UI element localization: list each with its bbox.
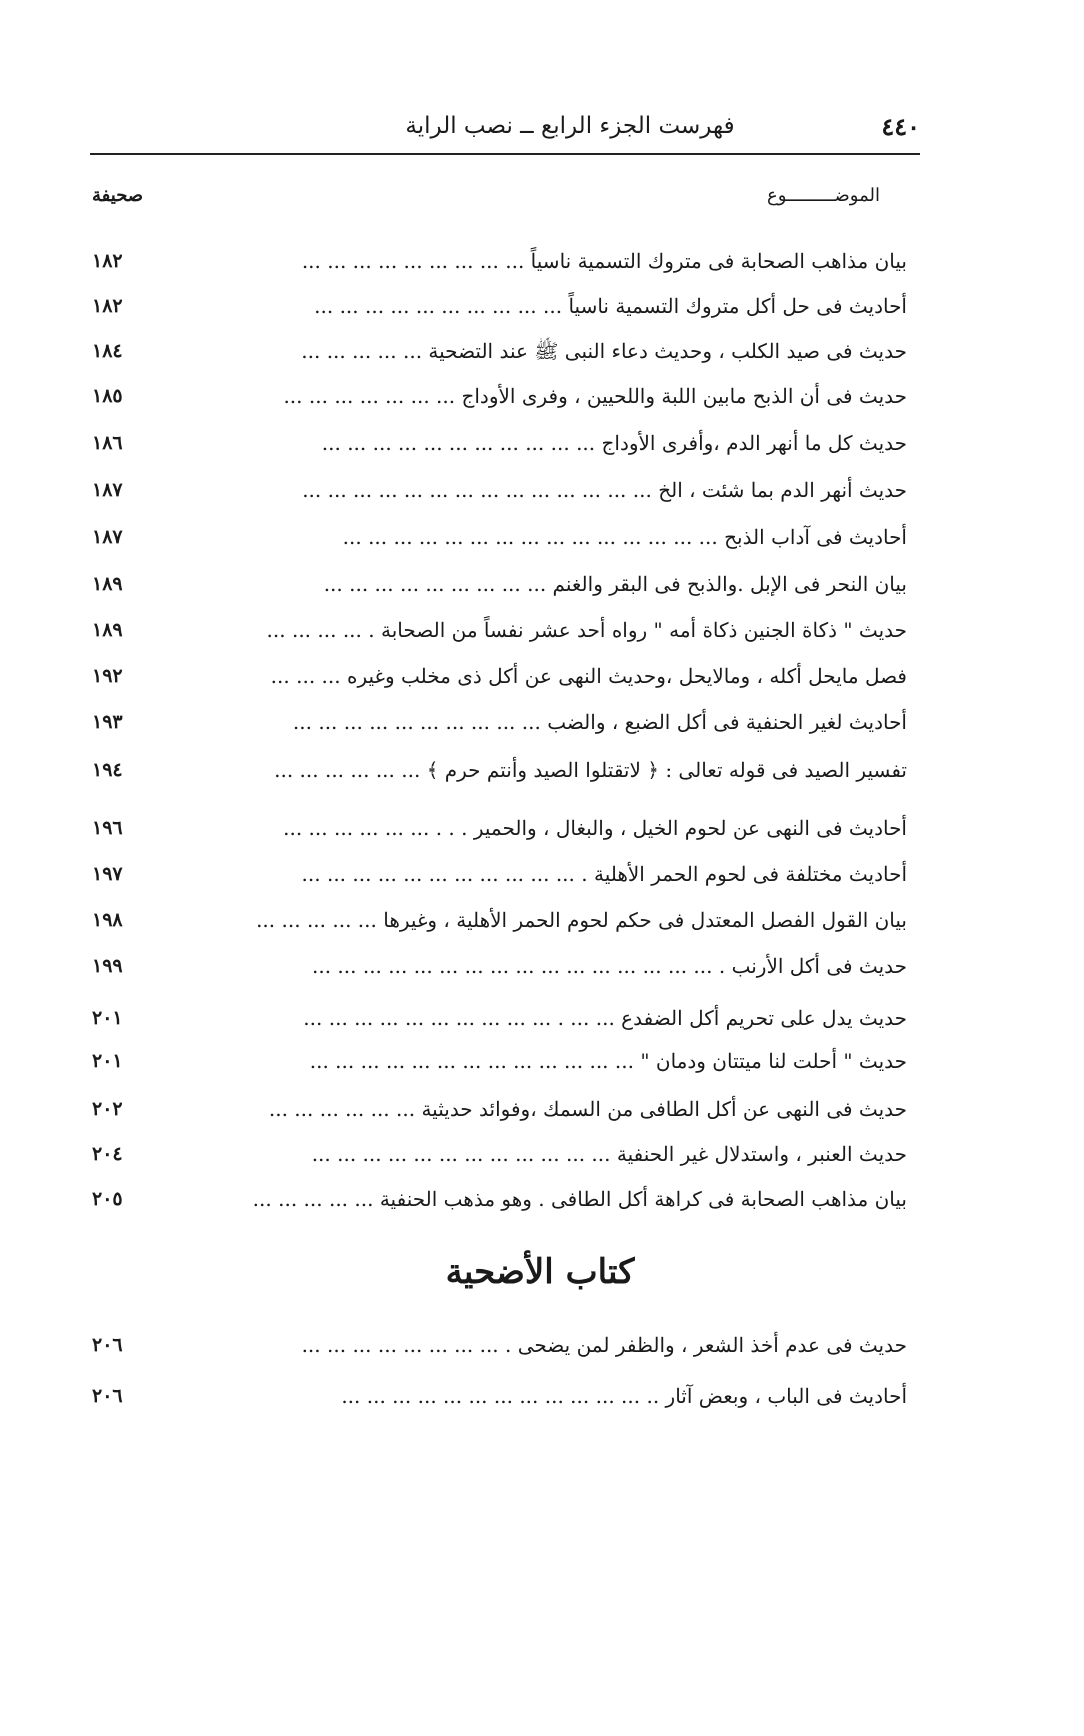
index-entry: [92, 472, 907, 508]
entry-text: بيان مذاهب الصحابة فى كراهة أكل الطافى . وهو مذهب الحنفية ... ... ... ... ...: [252, 1187, 907, 1211]
entry-page: ١٩٦: [92, 817, 123, 839]
index-entry: [92, 566, 907, 602]
section-title: كتاب الأضحية: [445, 1252, 635, 1292]
entry-text: حديث " ذكاة الجنين ذكاة أمه " رواه أحد عشر نفساً من الصحابة . ... ... ... ...: [266, 618, 907, 642]
entry-page: ٢٠٢: [92, 1098, 123, 1120]
entry-page: ١٨٦: [92, 432, 123, 454]
entry-text: أحاديث فى النهى عن لحوم الخيل ، والبغال ، والحمير . . . ... ... ... ... ... ...: [283, 816, 907, 840]
entry-text: حديث " أحلت لنا ميتتان ودمان " ... ... ... ... ... ... ... ... ... ... ... ... ...: [309, 1049, 907, 1073]
entry-page: ١٨٩: [92, 619, 123, 641]
entry-page: ١٩٧: [92, 863, 123, 885]
entry-text: حديث يدل على تحريم أكل الضفدع ... ... . ... ... ... ... ... ... ... ... ... ...: [303, 1006, 907, 1030]
index-entry: [92, 1136, 907, 1172]
index-entry: [92, 243, 907, 279]
entry-page: ٢٠١: [92, 1050, 123, 1072]
entry-page: ١٨٢: [92, 295, 123, 317]
entry-text: أحاديث فى حل أكل متروك التسمية ناسياً ... ... ... ... ... ... ... ... ... ...: [314, 294, 907, 318]
index-entry: [92, 288, 907, 324]
entry-text: أحاديث لغير الحنفية فى أكل الضبع ، والضب ... ... ... ... ... ... ... ... ... ...: [292, 710, 907, 734]
index-entry: [92, 333, 907, 369]
page-number: ٤٤٠: [881, 111, 920, 141]
entry-page: ٢٠٦: [92, 1334, 123, 1356]
entry-page: ١٨٩: [92, 573, 123, 595]
index-entry: [92, 658, 907, 694]
entry-text: تفسير الصيد فى قوله تعالى : ﴿ لاتقتلوا الصيد وأنتم حرم ﴾ ... ... ... ... ... ...: [274, 758, 907, 782]
entry-text: أحاديث فى آداب الذبح ... ... ... ... ... ... ... ... ... ... ... ... ... ... ...: [342, 525, 907, 549]
entry-text: حديث فى أكل الأرنب . ... ... ... ... ... ... ... ... ... ... ... ... ... ... ... ...: [311, 954, 907, 978]
page-column-heading: صحيفة: [92, 185, 144, 206]
entry-page: ١٩٨: [92, 909, 123, 931]
entry-text: حديث العنبر ، واستدلال غير الحنفية ... ... ... ... ... ... ... ... ... ... ... ...: [311, 1142, 907, 1166]
index-entry: [92, 902, 907, 938]
page-header: [90, 104, 920, 148]
index-entry: [92, 856, 907, 892]
entry-page: ١٨٢: [92, 250, 123, 272]
entry-text: حديث فى النهى عن أكل الطافى من السمك ،وفوائد حديثية ... ... ... ... ... ...: [268, 1097, 907, 1121]
index-entry: [92, 519, 907, 555]
index-entry: [92, 378, 907, 414]
index-entry: [92, 1378, 907, 1414]
entry-page: ٢٠٤: [92, 1143, 123, 1165]
entry-text: بيان النحر فى الإبل .والذبح فى البقر والغنم ... ... ... ... ... ... ... ... ...: [323, 572, 907, 596]
entry-text: حديث فى أن الذبح مابين اللبة واللحيين ، وفرى الأوداج ... ... ... ... ... ... ...: [283, 384, 907, 408]
index-entry: [92, 1181, 907, 1217]
entry-text: حديث أنهر الدم بما شئت ، الخ ... ... ... ... ... ... ... ... ... ... ... ... ... ...: [302, 478, 907, 502]
index-entry: [92, 1327, 907, 1363]
entry-page: ١٨٤: [92, 340, 123, 362]
entry-text: بيان مذاهب الصحابة فى متروك التسمية ناسياً ... ... ... ... ... ... ... ... ...: [301, 249, 907, 273]
index-entry: [92, 948, 907, 984]
entry-text: حديث فى صيد الكلب ، وحديث دعاء النبى ﷺ عند التضحية ... ... ... ... ...: [301, 339, 907, 363]
entry-page: ١٩٤: [92, 759, 123, 781]
entry-page: ١٩٩: [92, 955, 123, 977]
index-entry: [92, 1043, 907, 1079]
index-entry: [92, 1091, 907, 1127]
entry-page: ٢٠٦: [92, 1385, 123, 1407]
entry-text: حديث كل ما أنهر الدم ،وأفرى الأوداج ... ... ... ... ... ... ... ... ... ... ...: [321, 431, 907, 455]
entry-page: ١٨٧: [92, 526, 123, 548]
entry-text: بيان القول الفصل المعتدل فى حكم لحوم الحمر الأهلية ، وغيرها ... ... ... ... ...: [256, 908, 907, 932]
header-rule: [90, 153, 920, 155]
index-entry: [92, 612, 907, 648]
entry-text: حديث فى عدم أخذ الشعر ، والظفر لمن يضحى . ... ... ... ... ... ... ... ...: [301, 1333, 907, 1357]
index-entry: [92, 752, 907, 788]
running-title: فهرست الجزء الرابع ــ نصب الراية: [405, 113, 735, 139]
topic-column-heading: الموضـــــــــوع: [767, 185, 880, 206]
index-entry: [92, 810, 907, 846]
entry-page: ٢٠١: [92, 1007, 123, 1029]
index-entry: [92, 425, 907, 461]
entry-page: ١٩٢: [92, 665, 123, 687]
entry-page: ٢٠٥: [92, 1188, 123, 1210]
entry-text: فصل مايحل أكله ، ومالايحل ،وحديث النهى عن أكل ذى مخلب وغيره ... ... ...: [270, 664, 907, 688]
entry-text: أحاديث مختلفة فى لحوم الحمر الأهلية . ... ... ... ... ... ... ... ... ... ... ...: [301, 862, 907, 886]
entry-page: ١٨٧: [92, 479, 123, 501]
index-entry: [92, 704, 907, 740]
entry-page: ١٨٥: [92, 385, 123, 407]
entry-text: أحاديث فى الباب ، وبعض آثار .. ... ... ... ... ... ... ... ... ... ... ... ...: [341, 1384, 907, 1408]
entry-page: ١٩٣: [92, 711, 123, 733]
index-entry: [92, 1000, 907, 1036]
